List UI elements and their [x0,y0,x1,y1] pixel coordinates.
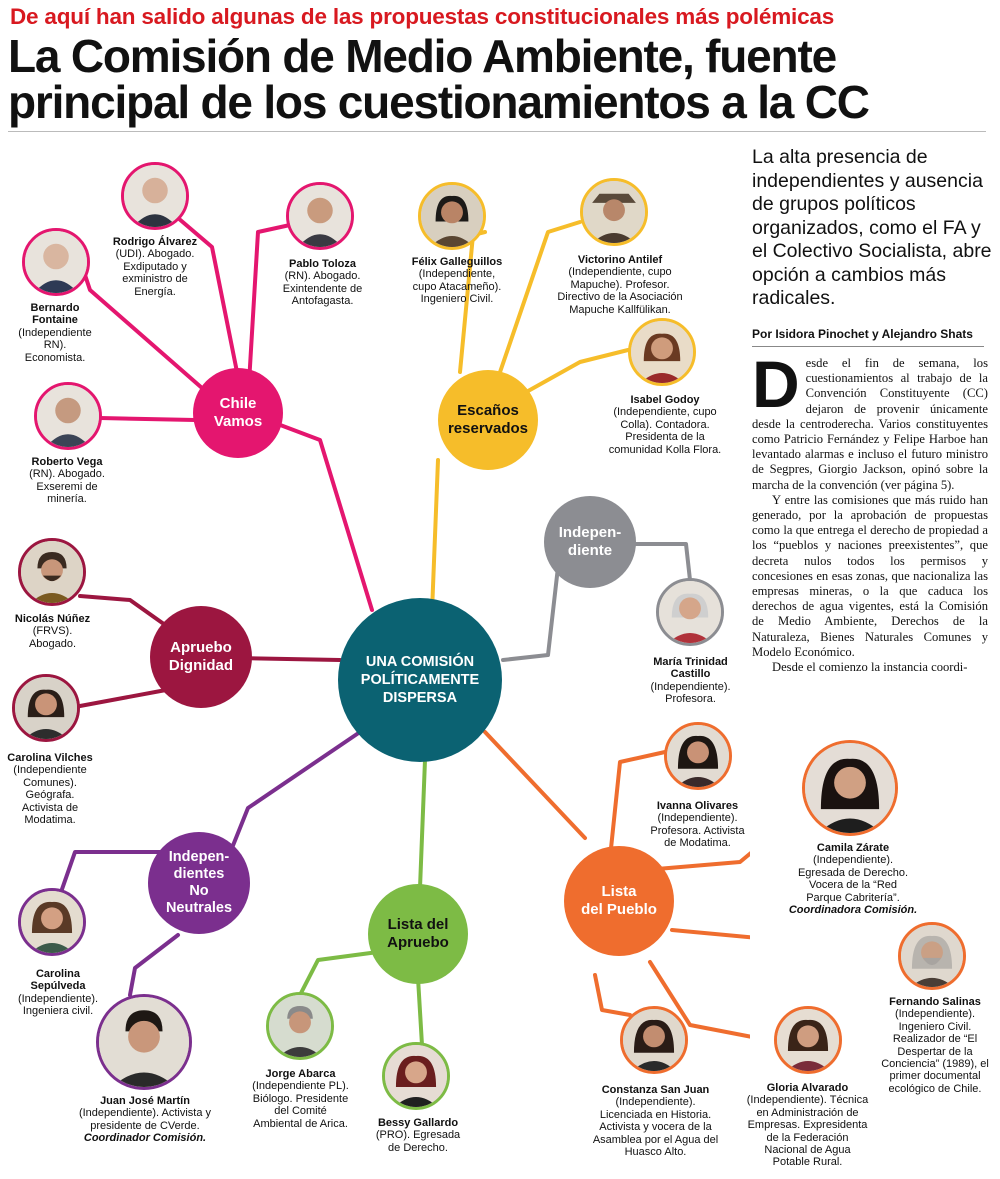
portrait-maria-trinidad-castillo [656,578,724,646]
hub-lista-del-apruebo: Lista del Apruebo [368,884,468,984]
portrait-gloria-alvarado [774,1006,842,1074]
portrait-bernardo-fontaine [22,228,90,296]
portrait-roberto-vega [34,382,102,450]
link-carolina-v [80,690,166,706]
link-escanos-center [432,460,438,612]
byline: Por Isidora Pinochet y Alejandro Shats [752,327,973,341]
hub-apruebo-dignidad: Apruebo Dignidad [150,606,252,708]
portrait-jorge-abarca [266,992,334,1060]
portrait-victorino-antilef [580,178,648,246]
kicker: De aquí han salido algunas de las propuestas constitucionales más polémicas [10,4,835,29]
caption-pablo-toloza: Pablo Toloza (RN). Abogado. Exintendente de Antofagasta. [282,258,363,308]
link-independiente-center [503,567,558,660]
caption-bessy-gallardo: Bessy Gallardo (PRO). Egresada de Derecho. [375,1117,461,1154]
portrait-fernando-salinas [898,922,966,990]
portrait-nicolas-nunez [18,538,86,606]
link-constanza [595,975,630,1015]
caption-jorge-abarca: Jorge Abarca (Independiente PL). Biólogo. Presidente del Comité Ambiental de Arica. [252,1068,349,1130]
caption-victorino-antilef: Victorino Antilef (Independiente, cupo Mapuche). Profesor. Directivo de la Asociación Mapuche Kallfülikan. [557,254,683,316]
caption-bernardo-fontaine: Bernardo Fontaine (Independiente RN). Economista. [18,302,92,364]
caption-isabel-godoy: Isabel Godoy (Independiente, cupo Colla). Contadora. Presidenta de la comunidad Kolla Flora. [608,394,722,456]
hub-independientes-no-neutrales: Indepen- dientes No Neutrales [148,832,250,934]
headline: La Comisión de Medio Ambiente, fuente principal de los cuestionamientos a la CC [8,30,869,128]
paragraph-3: Desde el comienzo la instancia coordi- [772,660,968,675]
caption-ivanna-olivares: Ivanna Olivares (Independiente). Profesora. Activista de Modatima. [650,800,745,850]
link-lista-pueblo-center [485,732,585,838]
caption-constanza-san-juan: Constanza San Juan (Independiente). Licenciada en Historia. Activista y vocera de la Asamblea por el Agua del Huasco Alto. [592,1084,719,1159]
link-no-neutrales-center [232,732,360,848]
portrait-bessy-gallardo [382,1042,450,1110]
caption-felix-galleguillos: Félix Galleguillos (Independiente, cupo Atacameño). Ingeniero Civil. [411,256,503,306]
portrait-ivanna-olivares [664,722,732,790]
caption-rodrigo-alvarez: Rodrigo Álvarez (UDI). Abogado. Exdiputado y exministro de Energía. [112,236,198,298]
deck: La alta presencia de independientes y ausencia de grupos políticos organizados, como el FA y el Colectivo Socialista, abre opción a cambios más radicales. [752,146,992,309]
article-body [752,347,988,675]
link-bessy [418,978,422,1045]
portrait-camila-zarate [802,740,898,836]
link-roberto [100,418,195,420]
portrait-rodrigo-alvarez [121,162,189,230]
link-juan [130,935,178,995]
paragraph-1: esde el fin de semana, los cuestionamientos al trabajo de la Convención Constituyente (CC) dejaron de provenir únicamente desde la centroderecha. Varios constituyentes como Patricio Fernández y Felipe Harboe han levantado alarmas e incluso el futuro ministro de Segpres, Giorgio Jackson, opinó sobre la marcha de la convención (ver página 5). [752,356,988,492]
portrait-pablo-toloza [286,182,354,250]
center-hub: UNA COMISIÓN POLÍTICAMENTE DISPERSA [338,598,502,762]
portrait-isabel-godoy [628,318,696,386]
caption-gloria-alvarado: Gloria Alvarado (Independiente). Técnica en Administración de Empresas. Expresidenta de la Federación Nacional de Agua Potable Rural. [746,1082,869,1169]
caption-nicolas-nunez: Nicolás Núñez (FRVS). Abogado. [14,613,91,650]
caption-carolina-sepulveda: Carolina Sepúlveda (Independiente). Ingeniera civil. [17,968,99,1018]
drop-cap: D [752,347,800,421]
paragraph-2: Y entre las comisiones que más ruido han generado, por la aprobación de propuestas como la que entrega el derecho de propiedad a los “pueblos y naciones preexistentes”, que decreta nulos todos los permisos y concesiones en esas zonas, que nacionaliza las empresas mineras, o la que caduca los derechos de agua vigentes, está la Comisión de Medio Ambiente, Derechos de la Naturaleza, Bienes Naturales Comunes y Modelo Económico. [752,492,988,659]
hub-escanos-reservados: Escaños reservados [438,370,538,470]
link-maria [630,544,690,580]
caption-carolina-vilches: Carolina Vilches (Independiente Comunes). Geógrafa. Activista de Modatima. [7,752,93,827]
hub-chile-vamos: Chile Vamos [193,368,283,458]
caption-roberto-vega: Roberto Vega (RN). Abogado. Exseremi de minería. [29,456,105,506]
portrait-carolina-vilches [12,674,80,742]
portrait-juan-jose-martin [96,994,192,1090]
caption-maria-trinidad-castillo: María Trinidad Castillo (Independiente). Profesora. [650,656,731,706]
link-jorge [300,952,378,995]
hub-independiente: Indepen- diente [544,496,636,588]
hub-lista-del-pueblo: Lista del Pueblo [564,846,674,956]
link-chile-vamos-center [267,420,372,610]
caption-juan-jose-martin: Juan José Martín (Independiente). Activista y presidente de CVerde. Coordinador Comisión. [78,1095,212,1145]
link-fernando [672,930,750,952]
caption-fernando-salinas: Fernando Salinas (Independiente). Ingeniero Civil. Realizador de “El Despertar de la Conciencia” (1989), el primer documental ecológico de Chile. [881,996,989,1095]
portrait-constanza-san-juan [620,1006,688,1074]
portrait-carolina-sepulveda [18,888,86,956]
link-lista-apruebo-center [420,760,425,888]
portrait-felix-galleguillos [418,182,486,250]
caption-camila-zarate: Camila Zárate (Independiente). Egresada de Derecho. Vocera de la “Red Parque Cabritería”. Coordinadora Comisión. [788,842,918,917]
